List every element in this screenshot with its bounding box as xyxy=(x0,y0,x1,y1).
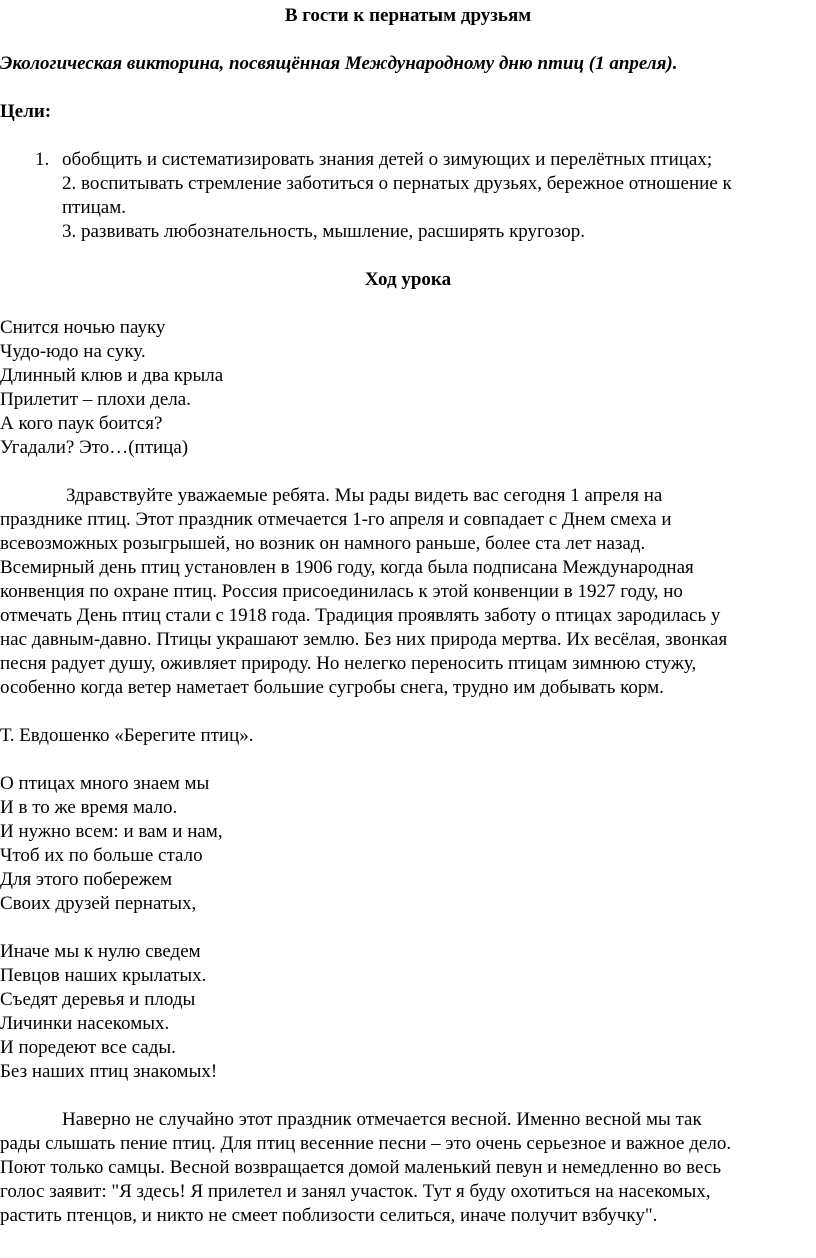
riddle-line: Угадали? Это…(птица) xyxy=(0,437,189,458)
poem-line: И поредеют все сады. xyxy=(0,1037,176,1058)
riddle-line: Снится ночью пауку xyxy=(0,317,166,338)
poem-line: О птицах много знаем мы xyxy=(0,773,210,794)
goals-list-marker: 1. xyxy=(35,149,50,170)
paragraph-line: Наверно не случайно этот праздник отмечается весной. Именно весной мы так xyxy=(62,1109,702,1130)
lesson-heading: Ход урока xyxy=(364,269,452,290)
riddle-line: Прилетит – плохи дела. xyxy=(0,389,191,410)
poem-attribution: Т. Евдошенко «Берегите птиц». xyxy=(0,725,254,746)
paragraph-line: Поют только самцы. Весной возвращается домой маленький певун и немедленно во весь xyxy=(0,1157,722,1178)
paragraph-line: рады слышать пение птиц. Для птиц весенние песни – это очень серьезное и важное дело. xyxy=(0,1133,732,1154)
paragraph-line: растить птенцов, и никто не смеет поблизости селиться, иначе получит взбучку". xyxy=(0,1205,658,1226)
paragraph-line: празднике птиц. Этот праздник отмечается 1-го апреля и совпадает с Днем смеха и xyxy=(0,509,672,530)
goal-line: птицам. xyxy=(62,197,127,218)
goals-heading: Цели: xyxy=(0,101,52,122)
paragraph-line: всевозможных розыгрышей, но возник он намного раньше, более ста лет назад. xyxy=(0,533,646,554)
poem-line: Чтоб их по больше стало xyxy=(0,845,203,866)
paragraph-line: особенно когда ветер наметает большие сугробы снега, трудно им добывать корм. xyxy=(0,677,664,698)
paragraph-line: отмечать День птиц стали с 1918 года. Традиция проявлять заботу о птицах зародилась у xyxy=(0,605,721,626)
poem-line: Личинки насекомых. xyxy=(0,1013,170,1034)
poem-line: Для этого побережем xyxy=(0,869,172,890)
paragraph-line: Всемирный день птиц установлен в 1906 году, когда была подписана Международная xyxy=(0,557,694,578)
poem-line: Съедят деревья и плоды xyxy=(0,989,196,1010)
poem-line: Без наших птиц знакомых! xyxy=(0,1061,218,1082)
paragraph-line: конвенция по охране птиц. Россия присоединилась к этой конвенции в 1927 году, но xyxy=(0,581,683,602)
riddle-line: А кого паук боится? xyxy=(0,413,163,434)
poem-line: Иначе мы к нулю сведем xyxy=(0,941,201,962)
paragraph-line: голос заявит: "Я здесь! Я прилетел и занял участок. Тут я буду охотиться на насекомых, xyxy=(0,1181,711,1202)
poem-line: И в то же время мало. xyxy=(0,797,178,818)
riddle-line: Чудо-юдо на суку. xyxy=(0,341,146,362)
subtitle: Экологическая викторина, посвящённая Международному дню птиц (1 апреля). xyxy=(0,53,678,74)
paragraph-line: нас давным-давно. Птицы украшают землю. Без них природа мертва. Их весёлая, звонкая xyxy=(0,629,728,650)
page-title: В гости к пернатым друзьям xyxy=(284,5,532,26)
riddle-line: Длинный клюв и два крыла xyxy=(0,365,224,386)
goal-line: 3. развивать любознательность, мышление, расширять кругозор. xyxy=(62,221,586,242)
paragraph-line: песня радует душу, оживляет природу. Но нелегко переносить птицам зимнюю стужу, xyxy=(0,653,697,674)
goal-line: обобщить и систематизировать знания детей о зимующих и перелётных птицах; xyxy=(62,149,713,170)
goal-line: 2. воспитывать стремление заботиться о пернатых друзьях, бережное отношение к xyxy=(62,173,732,194)
paragraph-line: Здравствуйте уважаемые ребята. Мы рады видеть вас сегодня 1 апреля на xyxy=(66,485,663,506)
poem-line: Своих друзей пернатых, xyxy=(0,893,197,914)
poem-line: И нужно всем: и вам и нам, xyxy=(0,821,223,842)
poem-line: Певцов наших крылатых. xyxy=(0,965,207,986)
